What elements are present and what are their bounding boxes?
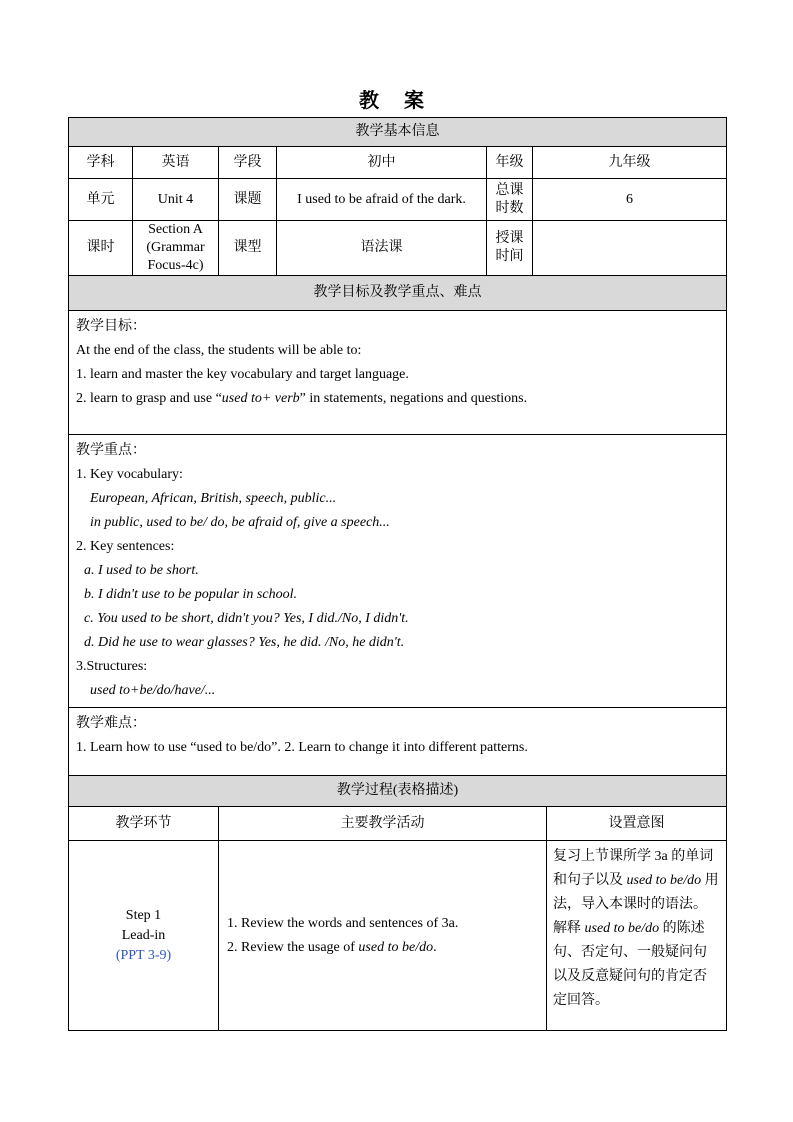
grade-label: 年级: [487, 147, 533, 179]
difficulties-title: 教学难点：: [76, 716, 146, 731]
objectives-header: 教学目标及教学重点、难点: [69, 276, 727, 311]
key-title: 教学重点：: [76, 443, 146, 458]
key-sentences-title: 2. Key sentences:: [76, 539, 175, 554]
key-sentence-b: b. I didn't use to be popular in school.: [84, 587, 297, 602]
key-vocab-1: European, African, British, speech, public...: [90, 491, 337, 506]
step-1-intent: [547, 841, 727, 1031]
goals-cell: [69, 311, 727, 435]
difficulty-1: 1. Learn how to use “used to be/do”. 2. Learn to change it into different patterns.: [76, 740, 528, 755]
grade-value: 九年级: [533, 147, 727, 179]
step-1-name: Lead-in: [121, 927, 166, 943]
key-vocab-title: 1. Key vocabulary:: [76, 467, 183, 482]
activity-2-text: 2. Review the usage of: [227, 939, 359, 955]
unit-label: 单元: [69, 179, 133, 221]
key-sentence-d: d. Did he use to wear glasses? Yes, he did. /No, he didn't.: [84, 635, 405, 650]
goal-2: [76, 387, 719, 411]
key-sentence-a: a. I used to be short.: [84, 563, 199, 578]
period-line-2: (Grammar Focus-4c): [146, 240, 205, 273]
activity-2-text-end: .: [433, 939, 437, 955]
intent-text-2: 用法，导入本课时的语法。解释: [553, 873, 719, 936]
step-1-cell: [69, 841, 219, 1031]
topic-label: 课题: [219, 179, 277, 221]
goal-2-emphasis: used to+ verb: [221, 391, 300, 406]
activity-2: [227, 936, 538, 960]
step-1-number: Step 1: [125, 907, 162, 923]
structure-1: used to+be/do/have/...: [90, 683, 216, 698]
total-hours-value: 6: [533, 179, 727, 221]
intent-emphasis-2: used to be/do: [584, 921, 660, 936]
intent-text-1: 复习上节课所学 3a 的单词和句子以及: [553, 849, 714, 888]
intent-text-3: 的陈述句、否定句、一般疑问句以及反意疑问句的肯定否定回答。: [553, 921, 707, 1008]
goals-title: 教学目标：: [76, 319, 146, 334]
process-header: 教学过程(表格描述): [69, 776, 727, 807]
col-step-header: 教学环节: [69, 807, 219, 841]
lesson-plan-table: [68, 117, 727, 1031]
col-intent-header: 设置意图: [547, 807, 727, 841]
class-time-label: 授课时间: [487, 221, 533, 276]
topic-value: I used to be afraid of the dark.: [277, 179, 487, 221]
step-1-ppt-ref: (PPT 3-9): [115, 947, 172, 963]
goal-1: 1. learn and master the key vocabulary and target language.: [76, 367, 409, 382]
goal-2-text-end: ” in statements, negations and questions.: [299, 391, 528, 406]
basic-info-header: 教学基本信息: [69, 118, 727, 147]
goals-intro: At the end of the class, the students will be able to:: [76, 343, 362, 358]
key-vocab-2: in public, used to be/ do, be afraid of, give a speech...: [90, 515, 390, 530]
unit-value: Unit 4: [133, 179, 219, 221]
stage-label: 学段: [219, 147, 277, 179]
stage-value: 初中: [277, 147, 487, 179]
type-value: 语法课: [277, 221, 487, 276]
activity-2-emphasis: used to be/do: [358, 939, 434, 955]
step-1-activities: [219, 841, 547, 1031]
intent-emphasis-1: used to be/do: [626, 873, 702, 888]
class-time-value: [533, 221, 727, 276]
key-points-cell: [69, 435, 727, 708]
structures-title: 3.Structures:: [76, 659, 148, 674]
total-hours-label: 总课时数: [487, 179, 533, 221]
col-activity-header: 主要教学活动: [219, 807, 547, 841]
period-label: 课时: [69, 221, 133, 276]
page-title: 教 案: [359, 90, 434, 112]
goal-2-text: 2. learn to grasp and use “: [76, 391, 222, 406]
period-line-1: Section A: [148, 222, 203, 237]
difficulties-cell: [69, 708, 727, 776]
activity-1: 1. Review the words and sentences of 3a.: [227, 915, 459, 931]
subject-value: 英语: [133, 147, 219, 179]
key-sentence-c: c. You used to be short, didn't you? Yes, I did./No, I didn't.: [84, 611, 409, 626]
subject-label: 学科: [69, 147, 133, 179]
period-value: [133, 221, 219, 276]
type-label: 课型: [219, 221, 277, 276]
